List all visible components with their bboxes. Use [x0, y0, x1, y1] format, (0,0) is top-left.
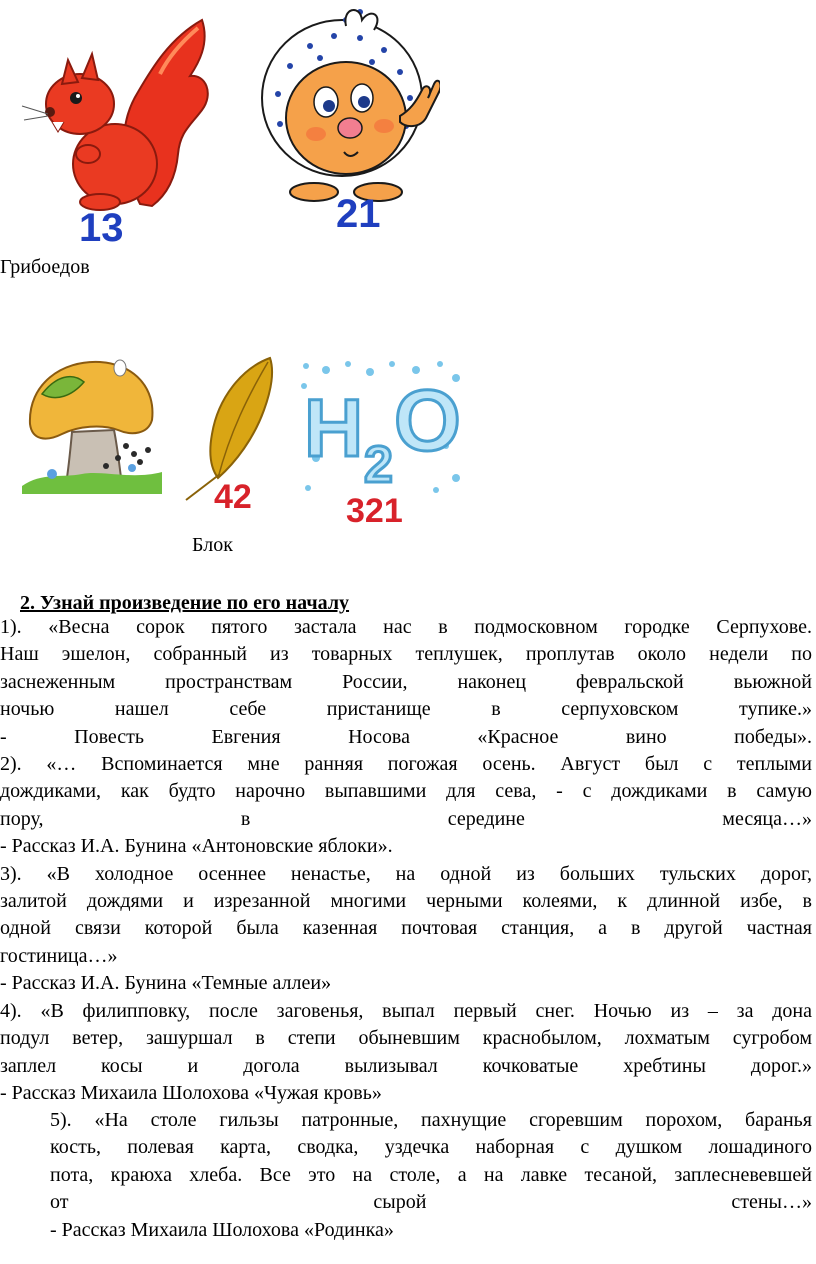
- body-line: - Рассказ И.А. Бунина «Темные аллеи»: [0, 972, 332, 995]
- body-line: 1). «Весна сорок пятого застала нас в подмосковном городке Серпухове.: [0, 616, 812, 638]
- rebus-1: [0, 0, 460, 290]
- body-line: - Рассказ И.А. Бунина «Антоновские яблоки».: [0, 835, 393, 858]
- body-line: Наш эшелон, собранный из товарных теплушек, проплутав около недели по: [0, 643, 812, 666]
- section-body-indented: [50, 1107, 812, 1244]
- rebus-1-answer: Грибоедов: [0, 256, 90, 278]
- svg-text:2: 2: [364, 436, 393, 494]
- rebus-2-answer: Блок: [192, 534, 233, 556]
- body-line: залитой дождями и изрезанной многими черными колеями, к длинной избе, в: [0, 890, 812, 913]
- rebus-1-number-right: 21: [336, 192, 381, 236]
- body-line: - Повесть Евгения Носова «Красное вино победы».: [0, 725, 812, 748]
- body-line: - Рассказ Михаила Шолохова «Родинка»: [50, 1218, 394, 1241]
- body-line: кость, полевая карта, сводка, уздечка наборная с душком лошадиного: [50, 1136, 812, 1159]
- body-line: дождиками, как будто нарочно выпавшими для сева, - с дождиками в самую: [0, 780, 812, 803]
- kolobok-image: [250, 6, 440, 206]
- section-heading: 2. Узнай произведение по его началу: [20, 592, 350, 614]
- water-formula-image: [296, 358, 466, 498]
- body-line: - Рассказ Михаила Шолохова «Чужая кровь»: [0, 1081, 382, 1104]
- rebus-2-number-water: 321: [346, 492, 403, 530]
- body-line: пору, в середине месяца…»: [0, 807, 812, 830]
- body-line: заплел косы и догола вылизывал кочковатые хребтины дорог.»: [0, 1054, 812, 1077]
- body-line: 3). «В холодное осеннее ненастье, на одной из больших тульских дорог,: [0, 862, 812, 885]
- rebus-2: [0, 340, 480, 540]
- body-line: 4). «В филипповку, после заговенья, выпал первый снег. Ночью из – за дона: [0, 999, 812, 1022]
- body-line: от сырой стены…»: [50, 1191, 812, 1214]
- body-line: одной связи которой была казенная почтовая станция, а в другой частная: [0, 917, 812, 940]
- svg-text:O: O: [394, 373, 461, 469]
- rebus-1-number-left: 13: [79, 206, 124, 250]
- body-line: 5). «На столе гильзы патронные, пахнущие сгоревшим порохом, баранья: [50, 1109, 812, 1131]
- body-line: гостиница…»: [0, 944, 118, 967]
- squirrel-image: [20, 14, 220, 214]
- section-body: [0, 614, 812, 1107]
- rebus-2-number-feather: 42: [214, 478, 252, 516]
- body-line: заснеженным пространствам России, наконец февральской вьюжной: [0, 670, 812, 693]
- mushroom-image: [22, 354, 162, 494]
- body-line: ночью нашел себе пристанище в серпуховском тупике.»: [0, 698, 812, 721]
- body-line: пота, краюха хлеба. Все это на столе, а на лавке тесаной, заплесневевшей: [50, 1163, 812, 1186]
- water-formula-text: H: [304, 383, 364, 474]
- body-line: 2). «… Вспоминается мне ранняя погожая осень. Август был с теплыми: [0, 753, 812, 776]
- body-line: подул ветер, зашуршал в степи обыневшим краснобылом, лохматым сугробом: [0, 1027, 812, 1050]
